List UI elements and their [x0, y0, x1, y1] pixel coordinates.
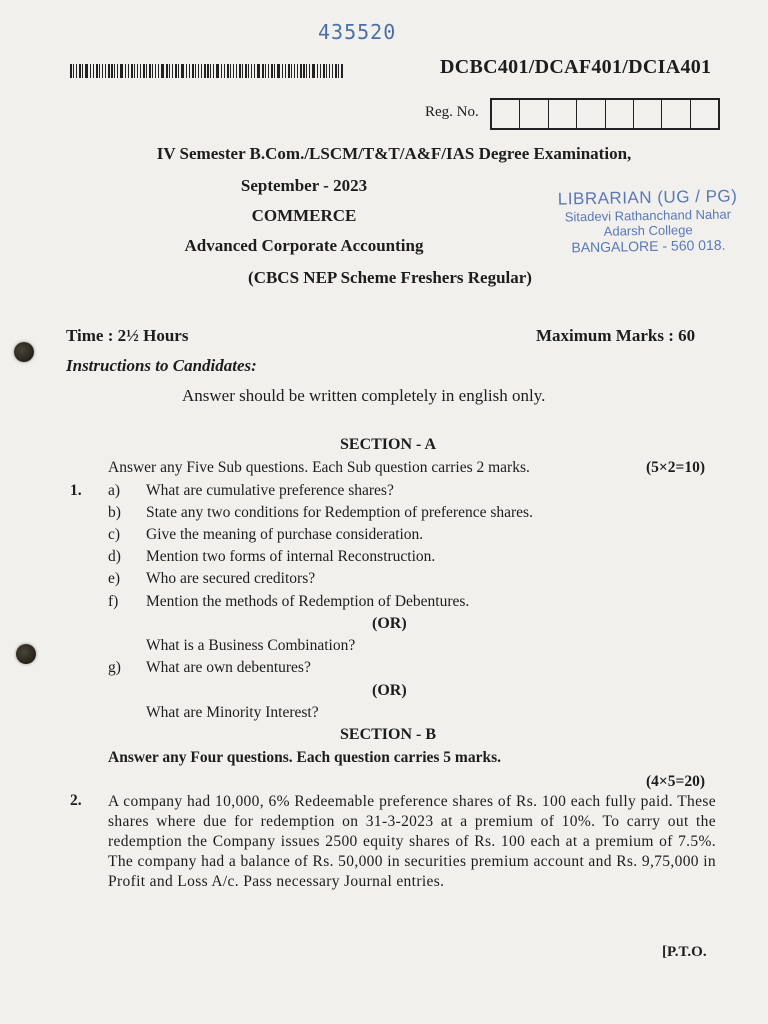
instructions-heading: Instructions to Candidates:: [66, 356, 257, 375]
question-number-2: 2.: [70, 792, 82, 809]
barcode-bar: [149, 64, 151, 78]
barcode-bar: [233, 64, 234, 78]
barcode: [70, 64, 346, 78]
barcode-bar: [128, 64, 129, 78]
barcode-bar: [291, 64, 292, 78]
subq-text: Mention two forms of internal Reconstruction.: [146, 548, 436, 565]
subject: COMMERCE: [251, 206, 357, 225]
section-b-instruction: Answer any Four questions. Each question carries 5 marks.: [108, 749, 501, 766]
barcode-bar: [285, 64, 286, 78]
section-b-marks: (4×5=20): [646, 773, 705, 790]
barcode-bar: [198, 64, 199, 78]
barcode-bar: [329, 64, 330, 78]
barcode-bar: [271, 64, 273, 78]
barcode-bar: [102, 64, 103, 78]
barcode-bar: [224, 64, 225, 78]
barcode-bar: [155, 64, 156, 78]
barcode-bar: [108, 64, 110, 78]
barcode-bar: [309, 64, 310, 78]
barcode-bar: [73, 64, 74, 78]
barcode-bar: [236, 64, 237, 78]
barcode-bar: [161, 64, 164, 78]
barcode-bar: [169, 64, 170, 78]
reg-no-box[interactable]: [577, 100, 605, 128]
barcode-bar: [239, 64, 241, 78]
barcode-bar: [140, 64, 141, 78]
barcode-bar: [125, 64, 126, 78]
barcode-bar: [178, 64, 179, 78]
barcode-bar: [137, 64, 138, 78]
barcode-bar: [297, 64, 298, 78]
barcode-bar: [172, 64, 173, 78]
barcode-bar: [111, 64, 113, 78]
barcode-bar: [143, 64, 145, 78]
barcode-bar: [82, 64, 83, 78]
instructions-text: Answer should be written completely in english only.: [182, 386, 546, 405]
barcode-bar: [294, 64, 295, 78]
barcode-bar: [175, 64, 177, 78]
barcode-bar: [254, 64, 255, 78]
reg-no-box[interactable]: [520, 100, 548, 128]
question-2-text: A company had 10,000, 6% Redeemable preference shares of Rs. 100 each fully paid. These shares where due for redemption on 31-3-2023 at a premium of 10%. To carry out the redemption the Company issues 2500 equity shares of Rs. 100 each at a premium of 7.5%. The company had a balance of Rs. 50,000 in securities premium account and Rs. 9,75,000 in Profit and Loss A/c. Pass necessary Journal entries.: [108, 793, 716, 890]
exam-date: September - 2023: [240, 176, 368, 195]
punch-hole-top: [14, 342, 34, 362]
barcode-bar: [70, 64, 72, 78]
scheme: (CBCS NEP Scheme Freshers Regular): [248, 268, 532, 287]
barcode-bar: [221, 64, 222, 78]
barcode-bar: [274, 64, 275, 78]
barcode-bar: [242, 64, 243, 78]
barcode-bar: [312, 64, 315, 78]
section-b-title: SECTION - B: [340, 726, 437, 743]
barcode-bar: [338, 64, 339, 78]
barcode-bar: [166, 64, 168, 78]
barcode-bar: [303, 64, 305, 78]
maximum-marks: Maximum Marks : 60: [536, 326, 696, 345]
reg-no-box[interactable]: [549, 100, 577, 128]
reg-no-box[interactable]: [492, 100, 520, 128]
barcode-bar: [201, 64, 202, 78]
subq-text: Mention the methods of Redemption of Debentures.: [146, 593, 470, 610]
barcode-bar: [90, 64, 91, 78]
barcode-bar: [117, 64, 118, 78]
section-a-title: SECTION - A: [340, 436, 437, 453]
barcode-bar: [251, 64, 252, 78]
barcode-bar: [230, 64, 231, 78]
barcode-bar: [85, 64, 88, 78]
barcode-bar: [216, 64, 219, 78]
barcode-bar: [282, 64, 283, 78]
please-turn-over: [P.T.O.: [662, 944, 707, 960]
barcode-bar: [277, 64, 280, 78]
barcode-bar: [306, 64, 307, 78]
stamp-line-3: Adarsh College: [603, 222, 693, 239]
librarian-stamp: [547, 186, 748, 255]
subq-alt-text: What is a Business Combination?: [146, 637, 356, 654]
paper-code: DCBC401/DCAF401/DCIA401: [440, 56, 712, 78]
barcode-bar: [158, 64, 159, 78]
barcode-bar: [262, 64, 264, 78]
serial-number: 435520: [318, 20, 397, 44]
subq-label: e): [108, 570, 121, 587]
barcode-bar: [341, 64, 343, 78]
barcode-bar: [335, 64, 337, 78]
barcode-bar: [245, 64, 247, 78]
barcode-bar: [93, 64, 94, 78]
subq-label: b): [108, 504, 121, 521]
barcode-bar: [114, 64, 115, 78]
barcode-bar: [323, 64, 325, 78]
subq-label: g): [108, 659, 121, 676]
exam-title: IV Semester B.Com./LSCM/T&T/A&F/IAS Degree Examination,: [156, 144, 632, 163]
barcode-bar: [210, 64, 211, 78]
subq-text: Who are secured creditors?: [146, 570, 316, 587]
reg-no-box[interactable]: [634, 100, 662, 128]
reg-no-box[interactable]: [662, 100, 690, 128]
barcode-bar: [268, 64, 269, 78]
question-number-1: 1.: [70, 482, 82, 499]
or-divider: (OR): [372, 682, 407, 699]
barcode-bar: [79, 64, 81, 78]
barcode-bar: [257, 64, 260, 78]
subq-text: State any two conditions for Redemption of preference shares.: [146, 504, 533, 521]
subq-text: What are cumulative preference shares?: [146, 482, 394, 499]
barcode-bar: [288, 64, 290, 78]
barcode-bar: [317, 64, 318, 78]
barcode-bar: [265, 64, 266, 78]
barcode-bar: [204, 64, 206, 78]
barcode-bar: [181, 64, 184, 78]
stamp-line-2: Sitadevi Rathanchand Nahar: [564, 206, 732, 225]
barcode-bar: [207, 64, 209, 78]
barcode-bar: [96, 64, 98, 78]
barcode-bar: [213, 64, 214, 78]
subq-label: a): [108, 482, 121, 499]
barcode-bar: [332, 64, 333, 78]
section-a-instruction: Answer any Five Sub questions. Each Sub question carries 2 marks.: [108, 459, 530, 476]
subq-alt-text: What are Minority Interest?: [146, 704, 319, 721]
paper-title: Advanced Corporate Accounting: [184, 236, 424, 255]
or-divider: (OR): [372, 615, 407, 632]
subq-label: c): [108, 526, 121, 543]
barcode-bar: [76, 64, 77, 78]
subq-label: f): [108, 593, 119, 610]
reg-no-box[interactable]: [691, 100, 718, 128]
barcode-bar: [300, 64, 302, 78]
barcode-bar: [99, 64, 100, 78]
reg-no-label: Reg. No.: [425, 104, 479, 120]
section-a-marks: (5×2=10): [646, 459, 705, 476]
barcode-bar: [320, 64, 321, 78]
barcode-bar: [227, 64, 229, 78]
barcode-bar: [131, 64, 133, 78]
barcode-bar: [120, 64, 123, 78]
barcode-bar: [248, 64, 249, 78]
barcode-bar: [326, 64, 327, 78]
stamp-line-4: BANGALORE - 560 018.: [571, 236, 726, 256]
barcode-bar: [105, 64, 106, 78]
reg-no-boxes[interactable]: [490, 98, 720, 130]
barcode-bar: [195, 64, 196, 78]
punch-hole-bottom: [16, 644, 36, 664]
reg-no-box[interactable]: [606, 100, 634, 128]
barcode-bar: [146, 64, 147, 78]
subq-text: What are own debentures?: [146, 659, 311, 676]
barcode-bar: [152, 64, 153, 78]
subq-text: Give the meaning of purchase consideration.: [146, 526, 424, 543]
stamp-line-1: LIBRARIAN (UG / PG): [557, 186, 738, 209]
subq-label: d): [108, 548, 121, 565]
barcode-bar: [186, 64, 187, 78]
time-allowed: Time : 2½ Hours: [66, 326, 189, 345]
barcode-bar: [189, 64, 190, 78]
barcode-bar: [192, 64, 194, 78]
barcode-bar: [134, 64, 135, 78]
